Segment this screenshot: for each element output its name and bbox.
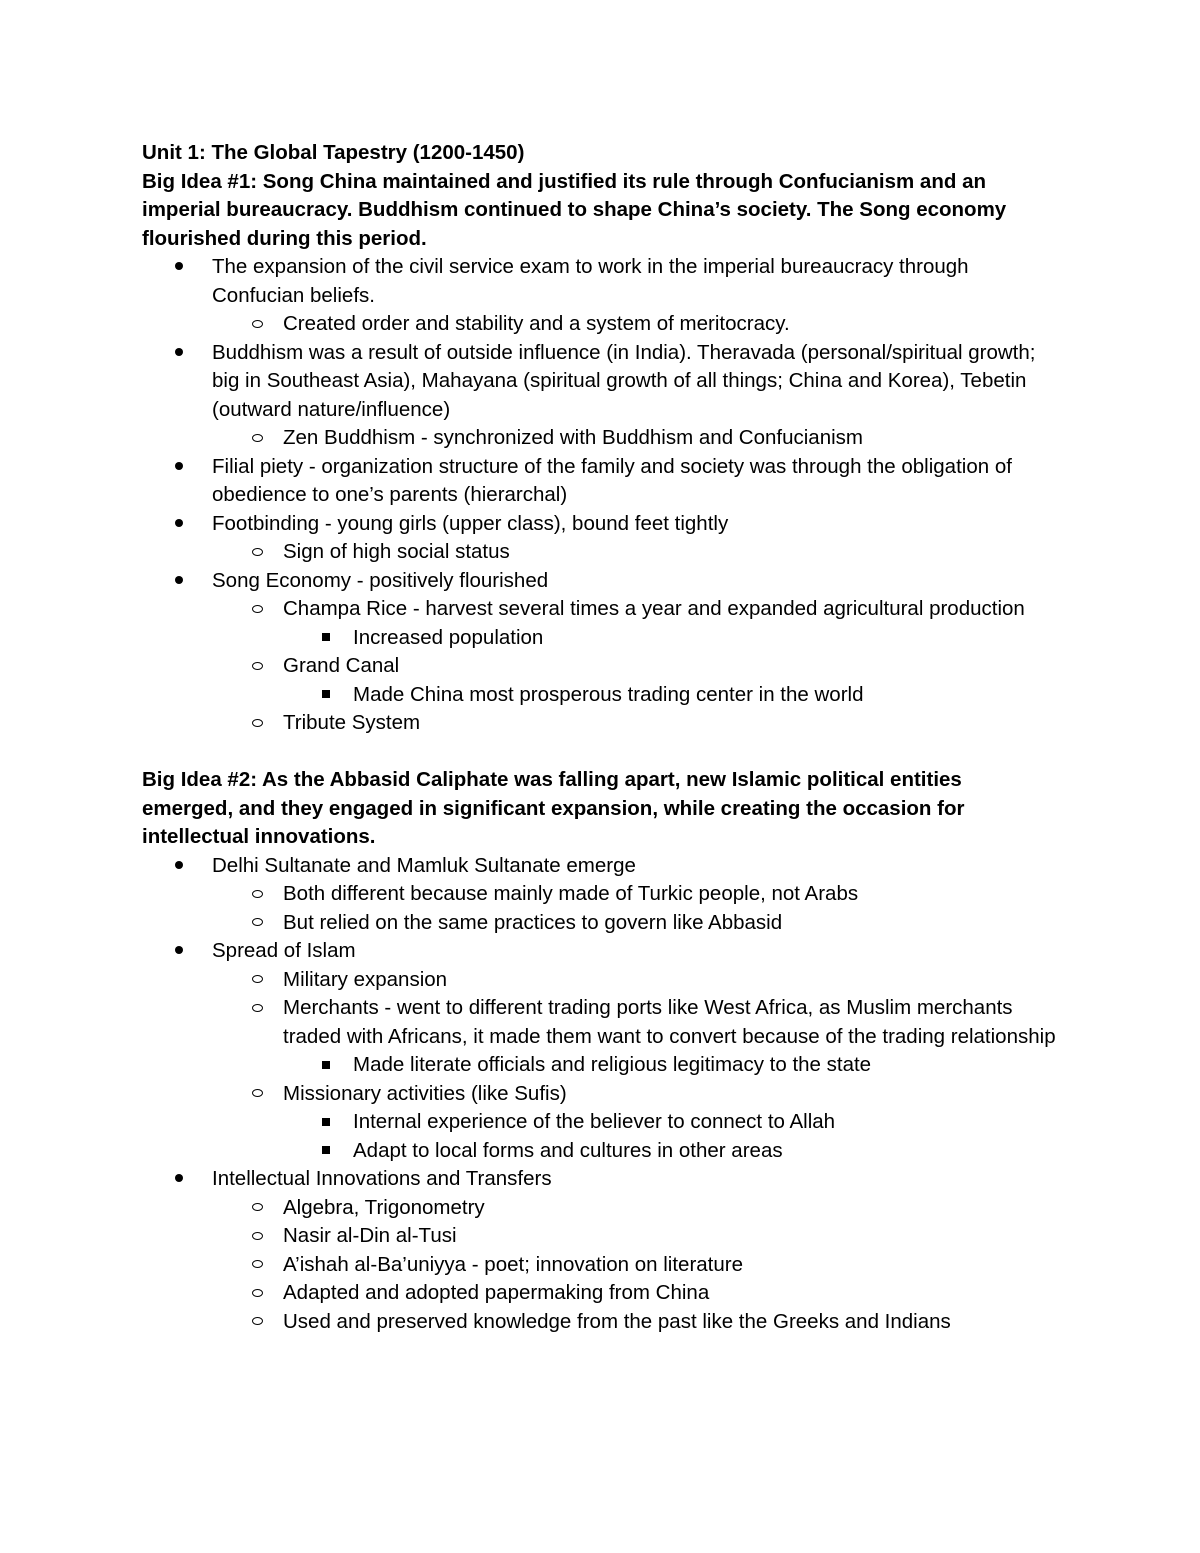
- bullet-dot-icon: [171, 453, 187, 482]
- list-item-text: Buddhism was a result of outside influence (in India). Theravada (personal/spiritual growth; big in Southeast Asia), Mahayana (spiritual growth of all things; China and Korea), Tebetin (outward nature/influence): [212, 340, 1036, 421]
- heading-line: emerged, and they engaged in significant expansion, while creating the occasion for: [142, 796, 965, 820]
- heading-line: intellectual innovations.: [142, 825, 376, 848]
- list-item-text: The expansion of the civil service exam to work in the imperial bureaucracy through Confucian beliefs.: [212, 255, 969, 307]
- bullet-square-icon: [318, 681, 334, 710]
- list-item-text: Increased population: [353, 625, 544, 649]
- list-item: [142, 681, 1062, 710]
- list-item: [142, 1080, 1062, 1109]
- list-item: [142, 1051, 1062, 1080]
- bullet-dot-icon: [171, 510, 187, 539]
- list-item: [142, 624, 1062, 653]
- bullet-circle-icon: [249, 1080, 265, 1109]
- list-item-text: Algebra, Trigonometry: [283, 1195, 485, 1219]
- list-item-text: Missionary activities (like Sufis): [283, 1081, 567, 1105]
- bullet-dot-icon: [171, 937, 187, 966]
- list-item-text: But relied on the same practices to govern like Abbasid: [283, 910, 783, 934]
- bullet-dot-icon: [171, 567, 187, 596]
- list-item-text: Made China most prosperous trading center in the world: [353, 682, 864, 706]
- bullet-square-icon: [318, 1051, 334, 1080]
- heading-line: Big Idea #1: Song China maintained and justified its rule through Confucianism and an: [142, 169, 986, 193]
- list-item-text: Champa Rice - harvest several times a year and expanded agricultural production: [283, 597, 1025, 620]
- list-item-text: A’ishah al-Ba’uniyya - poet; innovation on literature: [283, 1252, 743, 1276]
- list-item-text: Tribute System: [283, 711, 421, 734]
- big-idea-1-heading: [142, 168, 1062, 254]
- bullet-circle-icon: [249, 1194, 265, 1223]
- list-item: [142, 424, 1062, 453]
- document-page: [142, 139, 1062, 1336]
- list-item-text: Footbinding - young girls (upper class), bound feet tightly: [212, 511, 729, 535]
- list-item: [142, 339, 1062, 425]
- section-spacer: [142, 738, 1062, 767]
- list-item-text: Intellectual Innovations and Transfers: [212, 1167, 552, 1190]
- big-idea-2-heading: [142, 766, 1062, 852]
- heading-line: Big Idea #2: As the Abbasid Caliphate was falling apart, new Islamic political entities: [142, 768, 962, 791]
- list-item: [142, 510, 1062, 539]
- bullet-circle-icon: [249, 709, 265, 738]
- bullet-dot-icon: [171, 253, 187, 282]
- list-item: [142, 1279, 1062, 1308]
- bullet-circle-icon: [249, 994, 265, 1023]
- big-idea-2-list: [142, 852, 1062, 1337]
- bullet-dot-icon: [171, 852, 187, 881]
- list-item: [142, 567, 1062, 596]
- list-item-text: Grand Canal: [283, 654, 400, 677]
- bullet-dot-icon: [171, 339, 187, 368]
- bullet-circle-icon: [249, 1308, 265, 1337]
- list-item: [142, 937, 1062, 966]
- bullet-circle-icon: [249, 652, 265, 681]
- list-item: [142, 994, 1062, 1051]
- list-item: [142, 852, 1062, 881]
- list-item: [142, 1308, 1062, 1337]
- bullet-circle-icon: [249, 1279, 265, 1308]
- list-item: [142, 310, 1062, 339]
- list-item: [142, 1165, 1062, 1194]
- list-item: [142, 709, 1062, 738]
- list-item: [142, 880, 1062, 909]
- list-item: [142, 966, 1062, 995]
- bullet-circle-icon: [249, 424, 265, 453]
- bullet-circle-icon: [249, 966, 265, 995]
- bullet-circle-icon: [249, 909, 265, 938]
- list-item: [142, 1194, 1062, 1223]
- list-item-text: Zen Buddhism - synchronized with Buddhism and Confucianism: [283, 426, 863, 449]
- bullet-circle-icon: [249, 880, 265, 909]
- list-item-text: Spread of Islam: [212, 939, 356, 962]
- list-item-text: Song Economy - positively flourished: [212, 568, 549, 592]
- list-item-text: Created order and stability and a system of meritocracy.: [283, 312, 790, 335]
- list-item: [142, 652, 1062, 681]
- bullet-square-icon: [318, 1108, 334, 1137]
- list-item: [142, 453, 1062, 510]
- bullet-dot-icon: [171, 1165, 187, 1194]
- bullet-square-icon: [318, 624, 334, 653]
- list-item-text: Used and preserved knowledge from the past like the Greeks and Indians: [283, 1309, 951, 1333]
- list-item: [142, 538, 1062, 567]
- bullet-circle-icon: [249, 310, 265, 339]
- list-item-text: Filial piety - organization structure of the family and society was through the obligation of obedience to one’s parents (hierarchal): [212, 454, 1012, 506]
- bullet-circle-icon: [249, 1222, 265, 1251]
- bullet-circle-icon: [249, 595, 265, 624]
- list-item: [142, 1137, 1062, 1166]
- list-item-text: Military expansion: [283, 967, 448, 991]
- list-item-text: Delhi Sultanate and Mamluk Sultanate emerge: [212, 853, 636, 877]
- list-item-text: Made literate officials and religious legitimacy to the state: [353, 1053, 872, 1076]
- list-item-text: Merchants - went to different trading ports like West Africa, as Muslim merchants traded with Africans, it made them want to convert because of the trading relationship: [283, 996, 1056, 1048]
- bullet-circle-icon: [249, 1251, 265, 1280]
- list-item-text: Nasir al-Din al-Tusi: [283, 1224, 457, 1247]
- list-item-text: Sign of high social status: [283, 540, 510, 563]
- list-item-text: Internal experience of the believer to connect to Allah: [353, 1110, 836, 1133]
- list-item: [142, 595, 1062, 624]
- list-item: [142, 1108, 1062, 1137]
- list-item-text: Adapt to local forms and cultures in other areas: [353, 1138, 783, 1162]
- list-item-text: Adapted and adopted papermaking from China: [283, 1281, 710, 1304]
- list-item: [142, 1222, 1062, 1251]
- heading-line: imperial bureaucracy. Buddhism continued to shape China’s society. The Song economy: [142, 198, 1007, 221]
- heading-line: flourished during this period.: [142, 226, 427, 250]
- bullet-circle-icon: [249, 538, 265, 567]
- list-item: [142, 909, 1062, 938]
- unit-title: Unit 1: The Global Tapestry (1200-1450): [142, 141, 525, 164]
- bullet-square-icon: [318, 1137, 334, 1166]
- list-item: [142, 253, 1062, 310]
- list-item-text: Both different because mainly made of Turkic people, not Arabs: [283, 882, 859, 905]
- big-idea-1-list: [142, 253, 1062, 738]
- list-item: [142, 1251, 1062, 1280]
